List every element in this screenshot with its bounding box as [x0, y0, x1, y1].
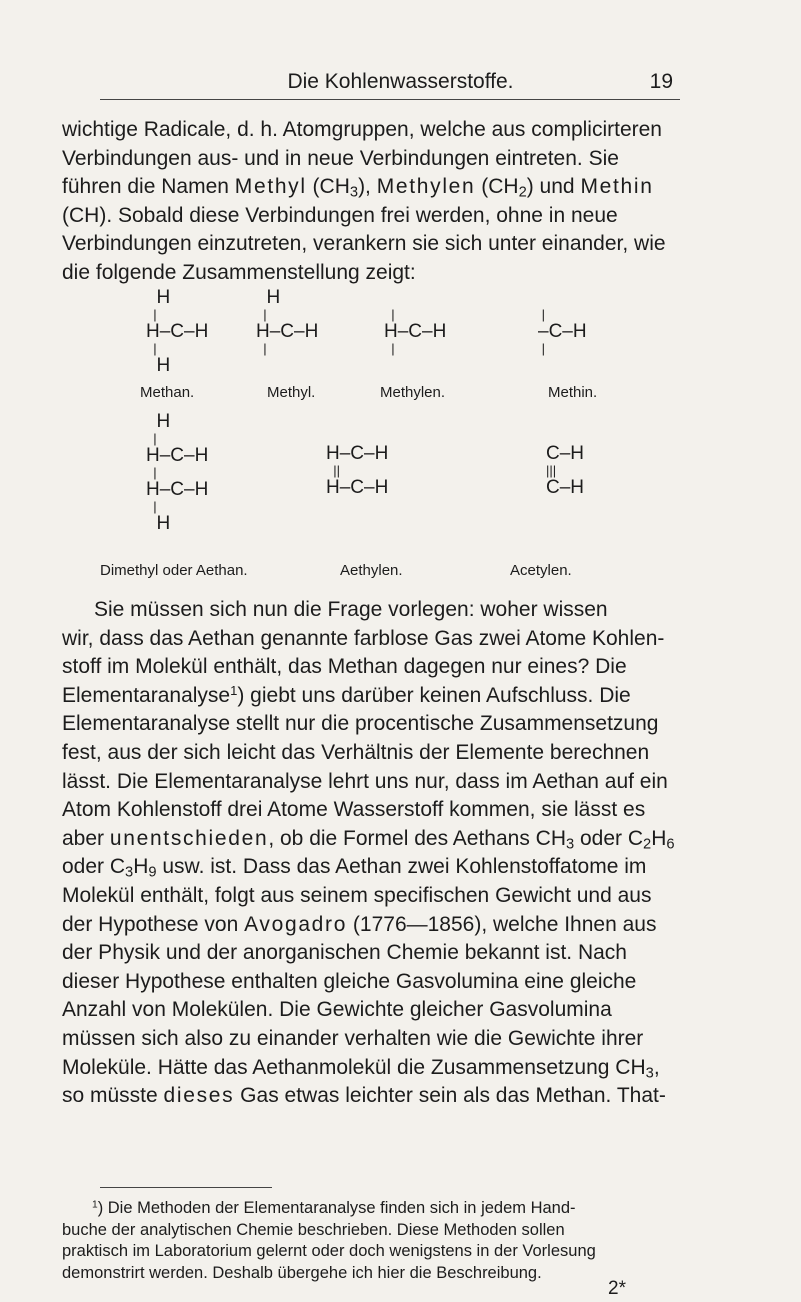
term-methyl: Methyl	[234, 175, 307, 199]
text-line: fest, aus der sich leicht das Verhältnis der Elemente berechnen	[62, 740, 650, 764]
bond-line: |	[256, 341, 267, 356]
bond-line: |	[384, 307, 395, 322]
formula-row: H	[146, 513, 171, 534]
text-line: Moleküle. Hätte das Aethanmolekül die Zusammensetzung $CH_3$,	[62, 1055, 660, 1082]
footnote-rule	[100, 1187, 272, 1188]
formula-row: H–C–H	[146, 445, 209, 466]
formula-row: H–C–H	[146, 321, 209, 342]
text-line: Verbindungen aus- und in neue Verbindungen eintreten. Sie	[62, 146, 619, 170]
term-avogadro: Avogadro	[244, 912, 348, 936]
formula-row: –C–H	[538, 321, 587, 342]
footnote-ref: 1	[230, 682, 238, 698]
term-methylen: Methylen	[376, 175, 476, 199]
text-line: dieser Hypothese enthalten gleiche Gasvolumina eine gleiche	[62, 969, 637, 993]
bond-line: |	[384, 341, 395, 356]
footnote-marker: 1	[92, 1199, 98, 1211]
text-line: Molekül enthält, folgt aus seinem specifischen Gewicht und aus	[62, 883, 652, 907]
bond-line: |||	[546, 463, 557, 478]
formula-row: H–C–H	[384, 321, 447, 342]
paragraph-main	[62, 596, 682, 1111]
term-unentschieden: unentschieden	[109, 826, 269, 850]
bond-line: |	[146, 341, 157, 356]
bond-line: |	[538, 307, 545, 322]
formula-row: H–C–H	[146, 479, 209, 500]
formula-methyl	[256, 288, 318, 356]
formula-row: C–H	[546, 477, 585, 498]
text-line: der Physik und der anorganischen Chemie bekannt ist. Nach	[62, 941, 627, 965]
term-methin: Methin	[580, 175, 654, 199]
formula-row: H–C–H	[326, 477, 389, 498]
term-dieses: dieses	[163, 1084, 235, 1108]
formula-row: H	[256, 287, 281, 308]
label-methyl: Methyl.	[267, 384, 316, 401]
formula-methylen	[384, 308, 446, 356]
formula-row: H–C–H	[256, 321, 319, 342]
printer-signature: 2*	[608, 1278, 626, 1299]
text-line: demonstrirt werden. Deshalb übergehe ich hier die Beschreibung.	[62, 1263, 542, 1282]
footnote	[62, 1198, 682, 1284]
text-line: Atom Kohlenstoff drei Atome Wasserstoff kommen, sie lässt es	[62, 798, 646, 822]
bond-line: |	[146, 465, 157, 480]
text-line: die folgende Zusammenstellung zeigt:	[62, 260, 416, 284]
text-line: aber unentschieden, ob die Formel des Aethans $CH_3$ oder $C_2H_6$	[62, 826, 675, 853]
formula-aethylen	[326, 444, 388, 498]
bond-line: |	[256, 307, 267, 322]
text-line: Elementaranalyse stellt nur die procentische Zusammensetzung	[62, 712, 659, 736]
label-acetylen: Acetylen.	[510, 562, 572, 579]
formula-methan	[146, 288, 208, 376]
bond-line: |	[146, 307, 157, 322]
text-line: müssen sich also zu einander verhalten wie die Gewichte ihrer	[62, 1026, 644, 1050]
formula-methin	[538, 308, 587, 356]
text-line: $^1$) Die Methoden der Elementaranalyse finden sich in jedem Hand-	[92, 1199, 576, 1217]
running-title: Die Kohlenwasserstoffe.	[287, 70, 514, 93]
label-methin: Methin.	[548, 384, 598, 401]
formula-aethan	[146, 412, 208, 534]
header-rule	[100, 99, 680, 100]
text-line: buche der analytischen Chemie beschrieben. Diese Methoden sollen	[62, 1220, 565, 1239]
text-line: wir, dass das Aethan genannte farblose Gas zwei Atome Kohlen-	[62, 626, 665, 650]
text-line: oder $C_3H_9$ usw. ist. Dass das Aethan zwei Kohlenstoffatome im	[62, 855, 647, 882]
text-line: so müsste dieses Gas etwas leichter sein als das Methan. That-	[62, 1084, 666, 1108]
formula-row: H–C–H	[326, 443, 389, 464]
bond-line: |	[538, 341, 545, 356]
text-line: führen die Namen Methyl $(CH_3)$, Methylen $(CH_2)$ und Methin	[62, 175, 654, 201]
text-line: (CH). Sobald diese Verbindungen frei werden, ohne in neue	[62, 203, 618, 227]
label-aethylen: Aethylen.	[340, 562, 403, 579]
text-line: Verbindungen einzutreten, verankern sie sich unter einander, wie	[62, 232, 666, 256]
page-number: 19	[649, 70, 673, 93]
running-header	[0, 70, 801, 100]
bond-line: ||	[326, 463, 340, 478]
paragraph-intro	[62, 116, 682, 288]
bond-line: |	[146, 499, 157, 514]
text-line: praktisch im Laboratorium gelernt oder doch wenigstens in der Vorlesung	[62, 1242, 596, 1260]
text-line: lässt. Die Elementaranalyse lehrt uns nur, dass im Aethan auf ein	[62, 769, 668, 793]
text-line: Elementaranalyse$^1$) giebt uns darüber keinen Aufschluss. Die	[62, 682, 631, 707]
text-line: Anzahl von Molekülen. Die Gewichte gleicher Gasvolumina	[62, 998, 612, 1022]
label-methylen: Methylen.	[380, 384, 446, 401]
text-line: Sie müssen sich nun die Frage vorlegen: woher wissen	[94, 598, 608, 621]
bond-line: |	[146, 431, 157, 446]
label-methan: Methan.	[140, 384, 195, 401]
text-line: wichtige Radicale, d. h. Atomgruppen, welche aus complicirteren	[62, 118, 662, 141]
formula-row: H	[146, 287, 171, 308]
text-line: der Hypothese von Avogadro (1776—1856), welche Ihnen aus	[62, 912, 657, 936]
label-aethan: Dimethyl oder Aethan.	[100, 562, 248, 579]
text-line: stoff im Molekül enthält, das Methan dagegen nur eines? Die	[62, 655, 627, 679]
formula-row: H	[146, 411, 171, 432]
formula-row: H	[146, 355, 171, 376]
formula-row: C–H	[546, 443, 585, 464]
formula-acetylen	[546, 444, 584, 498]
